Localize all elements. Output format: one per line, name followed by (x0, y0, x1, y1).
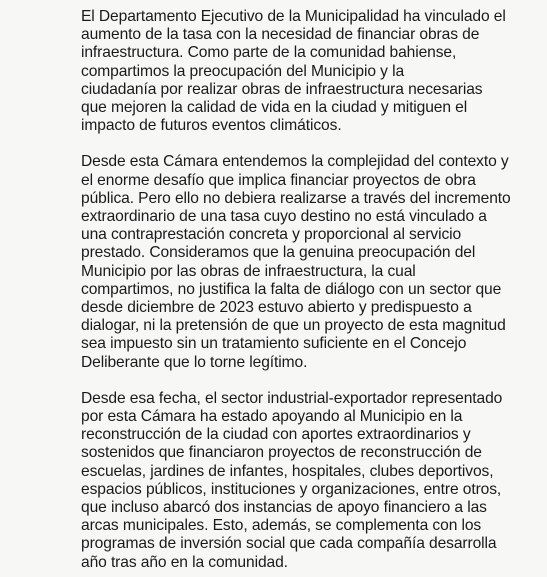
text-line: prestado. Consideramos que la genuina preocupación del (81, 244, 476, 262)
text-line: espacios públicos, instituciones y organizaciones, entre otros, (81, 480, 502, 498)
text-line: compartimos, no justifica la falta de diálogo con un sector que (81, 280, 502, 298)
text-line: por esta Cámara ha estado apoyando al Municipio en la (81, 408, 463, 426)
text-line: ciudadanía por realizar obras de infraestructura necesarias (81, 80, 483, 98)
paragraph-2 (81, 153, 527, 371)
text-line: Desde esa fecha, el sector industrial-exportador representado (81, 389, 503, 407)
text-line: Municipio por las obras de infraestructura, la cual (81, 262, 416, 280)
text-line: reconstrucción de la ciudad con aportes extraordinarios y (81, 426, 471, 444)
text-line: infraestructura. Como parte de la comunidad bahiense, (81, 44, 457, 62)
text-line: pública. Pero ello no debiera realizarse a través del incremento (81, 189, 511, 207)
text-line: el enorme desafío que implica financiar proyectos de obra (81, 171, 476, 189)
text-line: dialogar, ni la pretensión de que un proyecto de esta magnitud (81, 317, 506, 335)
paragraph-3 (81, 390, 527, 572)
text-line: aumento de la tasa con la necesidad de financiar obras de (81, 26, 480, 44)
text-line: Desde esta Cámara entendemos la complejidad del contexto y (81, 153, 509, 171)
text-line: arcas municipales. Esto, además, se complementa con los (81, 517, 482, 535)
text-line: El Departamento Ejecutivo de la Municipalidad ha vinculado el (81, 8, 506, 25)
text-line: que incluso abarcó dos instancias de apoyo financiero a las (81, 499, 487, 517)
text-line: compartimos la preocupación del Municipio y la (81, 62, 405, 80)
text-line: una contraprestación concreta y proporcional al servicio (81, 226, 462, 244)
text-line: año tras año en la comunidad. (81, 553, 288, 571)
text-line: desde diciembre de 2023 estuvo abierto y predispuesto a (81, 299, 472, 317)
text-line: sostenidos que financiaron proyectos de reconstrucción de (81, 444, 482, 462)
text-line: escuelas, jardines de infantes, hospitales, clubes deportivos, (81, 462, 494, 480)
text-line: impacto de futuros eventos climáticos. (81, 117, 342, 135)
text-line: Deliberante que lo torne legítimo. (81, 353, 308, 371)
text-line: programas de inversión social que cada compañía desarrolla (81, 535, 497, 553)
text-line: extraordinario de una tasa cuyo destino no está vinculado a (81, 208, 487, 226)
paragraph-1 (81, 8, 527, 135)
text-line: que mejoren la calidad de vida en la ciudad y mitiguen el (81, 99, 468, 117)
text-line: sea impuesto sin un tratamiento suficiente en el Concejo (81, 335, 467, 353)
